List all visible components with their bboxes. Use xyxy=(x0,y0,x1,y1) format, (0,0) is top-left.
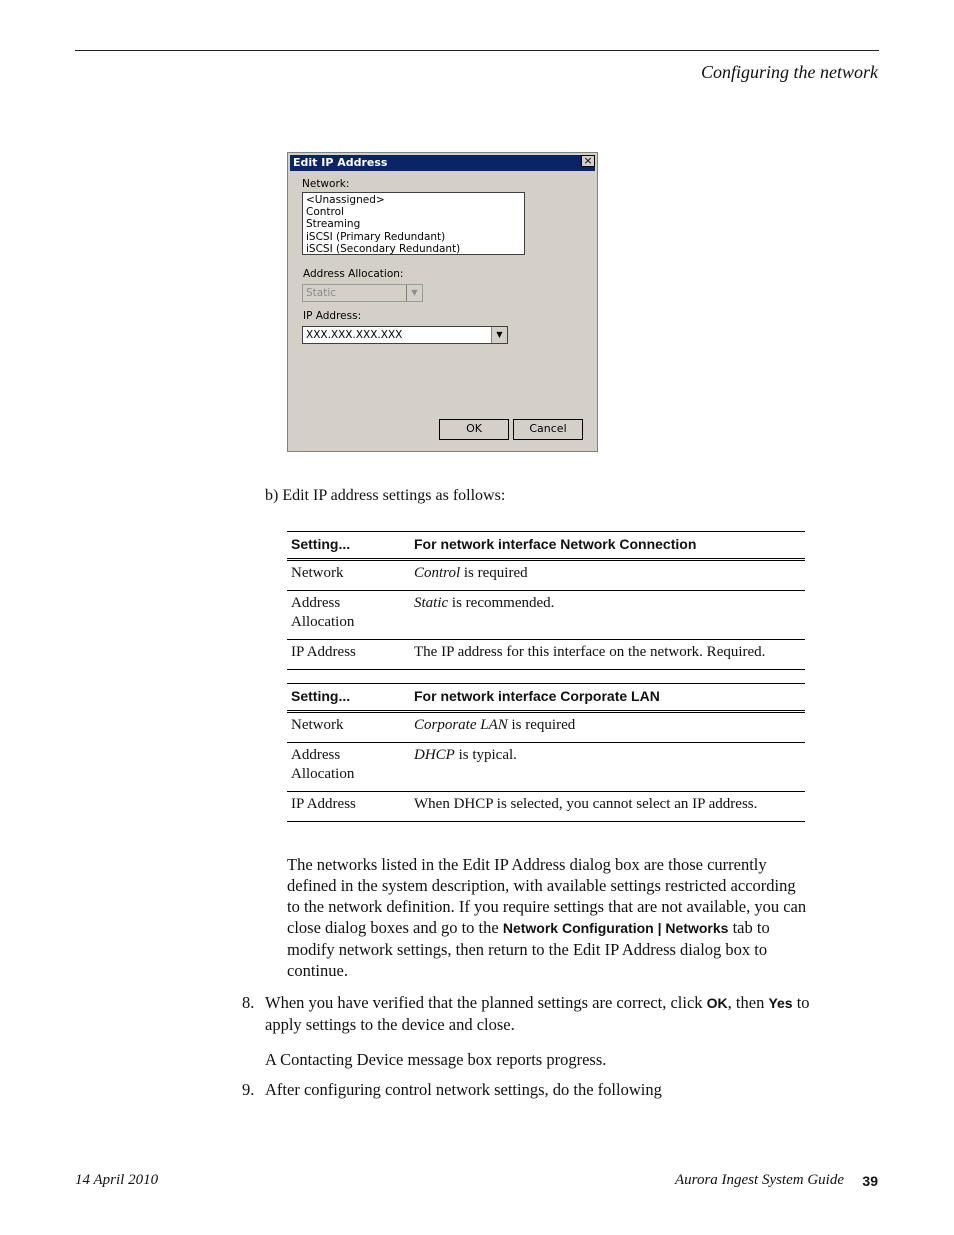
value-cell xyxy=(410,560,805,591)
step-text: , then xyxy=(727,993,769,1012)
ip-address-combo[interactable] xyxy=(302,326,508,344)
paragraph-text: tab to modify network settings, then return to the Edit IP Address dialog box to continue. xyxy=(287,918,770,980)
step-b-text: b) Edit IP address settings as follows: xyxy=(265,487,506,504)
table-header-interface: For network interface Corporate LAN xyxy=(410,684,805,712)
address-allocation-select[interactable] xyxy=(302,284,423,302)
table-row xyxy=(287,591,805,640)
value-text: is typical. xyxy=(454,747,517,763)
edit-ip-address-dialog xyxy=(287,152,598,452)
network-listbox[interactable] xyxy=(302,192,525,255)
chevron-down-icon: ▼ xyxy=(406,285,422,301)
network-list-item[interactable]: iSCSI (Primary Redundant) xyxy=(306,230,446,243)
step-9-text: After configuring control network settings, do the following xyxy=(265,1080,662,1099)
value-cell xyxy=(410,591,805,640)
network-label: Network: xyxy=(302,178,350,190)
step-text: to apply settings to the device and close. xyxy=(265,993,810,1034)
table-row xyxy=(287,743,805,792)
cancel-button[interactable]: Cancel xyxy=(513,419,583,440)
setting-cell: IP Address xyxy=(287,640,410,670)
table-header-setting: Setting... xyxy=(287,684,410,712)
value-cell xyxy=(410,640,805,670)
value-cell xyxy=(410,792,805,822)
ip-address-value: XXX.XXX.XXX.XXX xyxy=(306,329,403,341)
ui-reference: Network Configuration | Networks xyxy=(502,920,729,936)
value-cell xyxy=(410,743,805,792)
table-row xyxy=(287,792,805,822)
table-header-setting: Setting... xyxy=(287,532,410,560)
step-8-note: A Contacting Device message box reports progress. xyxy=(265,1050,607,1069)
table-row xyxy=(287,560,805,591)
ok-button[interactable]: OK xyxy=(439,419,509,440)
settings-table-corporate-lan xyxy=(287,683,805,822)
chevron-down-icon: ▼ xyxy=(491,327,507,343)
step-8-text xyxy=(265,992,815,1035)
network-list-item[interactable]: Streaming xyxy=(306,218,361,231)
step-8-number: 8. xyxy=(242,993,255,1012)
setting-cell: Network xyxy=(287,712,410,743)
step-9-number: 9. xyxy=(242,1080,255,1099)
section-title: Configuring the network xyxy=(701,62,878,82)
value-text: is required xyxy=(507,717,576,733)
value-text: is required xyxy=(460,565,528,581)
setting-cell: IP Address xyxy=(287,792,410,822)
address-allocation-value: Static xyxy=(306,287,337,299)
value-text: The IP address for this interface on the network. Required. xyxy=(414,644,766,660)
footer-date: 14 April 2010 xyxy=(75,1172,159,1188)
table-row xyxy=(287,640,805,670)
settings-table-network-connection xyxy=(287,531,805,670)
setting-cell: Address Allocation xyxy=(287,743,410,792)
page-number: 39 xyxy=(862,1173,878,1189)
value-emphasis: Corporate LAN xyxy=(414,717,508,733)
step-text: When you have verified that the planned settings are correct, click xyxy=(265,993,707,1012)
value-emphasis: Control xyxy=(414,565,461,581)
networks-paragraph xyxy=(287,854,809,981)
ip-address-label: IP Address: xyxy=(303,310,362,322)
value-text: is recommended. xyxy=(448,595,555,611)
table-header-interface: For network interface Network Connection xyxy=(410,532,805,560)
header-rule xyxy=(75,50,879,51)
yes-reference: Yes xyxy=(768,995,793,1011)
value-emphasis: Static xyxy=(414,595,449,611)
ok-reference: OK xyxy=(706,995,728,1011)
value-emphasis: DHCP xyxy=(414,747,455,763)
network-list-item[interactable]: iSCSI (Secondary Redundant) xyxy=(306,242,461,255)
dialog-titlebar xyxy=(290,155,595,171)
value-cell xyxy=(410,712,805,743)
setting-cell: Address Allocation xyxy=(287,591,410,640)
network-list-item[interactable]: Control xyxy=(306,206,344,219)
setting-cell: Network xyxy=(287,560,410,591)
dialog-title: Edit IP Address xyxy=(293,156,388,169)
footer-guide-title: Aurora Ingest System Guide xyxy=(675,1172,844,1188)
network-list-item[interactable]: <Unassigned> xyxy=(306,194,385,206)
address-allocation-label: Address Allocation: xyxy=(303,268,404,280)
close-icon[interactable]: × xyxy=(581,155,595,167)
paragraph-text: The networks listed in the Edit IP Address dialog box are those currently defined in the system description, with available settings restricted according to the network definition. If you require settings that are not available, you can close dialog boxes and go to the xyxy=(287,855,807,937)
table-row xyxy=(287,712,805,743)
value-text: When DHCP is selected, you cannot select an IP address. xyxy=(414,796,758,812)
